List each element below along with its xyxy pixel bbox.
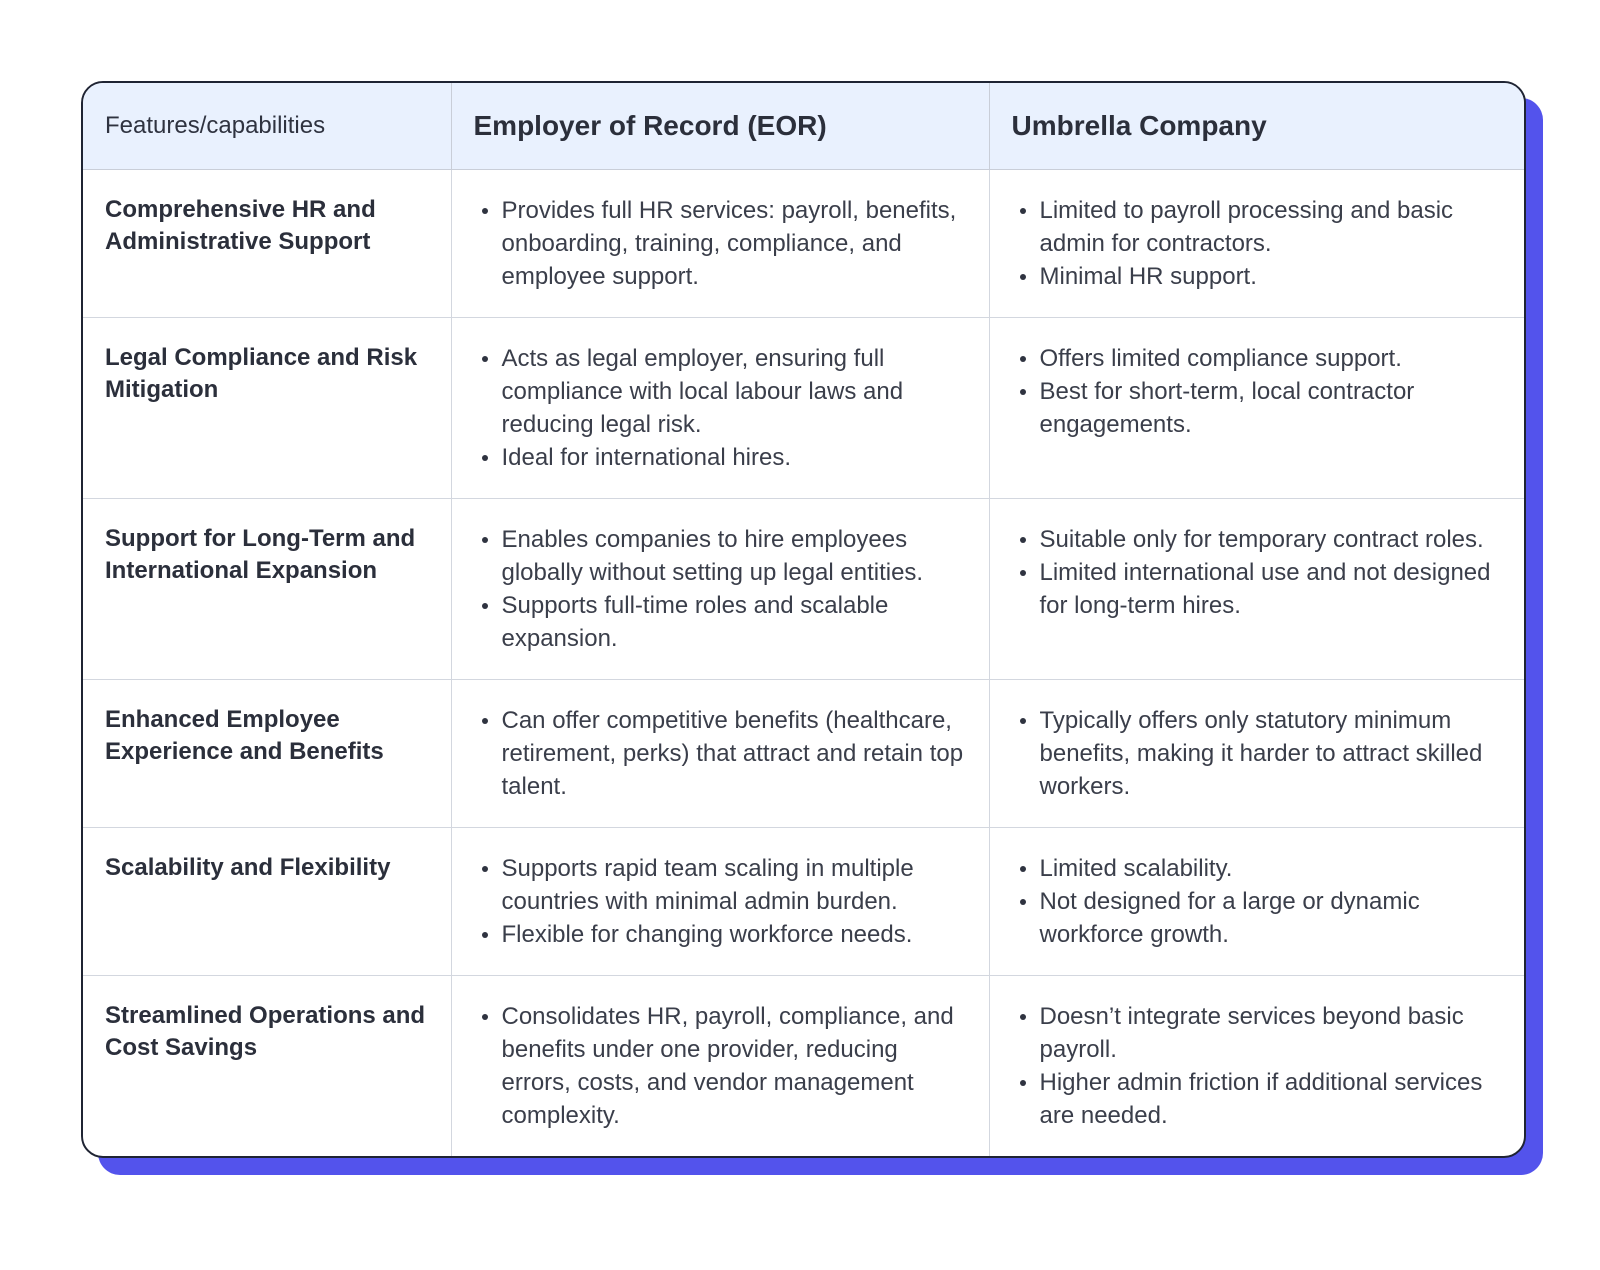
eor-bullet-list — [474, 704, 967, 803]
umbrella-bullet-list — [1012, 342, 1503, 441]
umbrella-cell — [989, 317, 1524, 498]
umbrella-cell — [989, 498, 1524, 679]
list-item: Ideal for international hires. — [502, 441, 967, 474]
list-item: Suitable only for temporary contract roles. — [1040, 523, 1503, 556]
list-item: Not designed for a large or dynamic workforce growth. — [1040, 885, 1503, 951]
list-item: Offers limited compliance support. — [1040, 342, 1503, 375]
eor-bullet-list — [474, 523, 967, 655]
list-item: Limited to payroll processing and basic admin for contractors. — [1040, 194, 1503, 260]
table-header-row — [83, 83, 1524, 169]
header-eor: Employer of Record (EOR) — [451, 83, 989, 169]
list-item: Can offer competitive benefits (healthcare, retirement, perks) that attract and retain top talent. — [502, 704, 967, 803]
eor-bullet-list — [474, 342, 967, 474]
umbrella-cell — [989, 975, 1524, 1156]
table-body — [83, 169, 1524, 1156]
table-row — [83, 975, 1524, 1156]
eor-cell — [451, 975, 989, 1156]
eor-cell — [451, 498, 989, 679]
list-item: Best for short-term, local contractor engagements. — [1040, 375, 1503, 441]
list-item: Acts as legal employer, ensuring full compliance with local labour laws and reducing legal risk. — [502, 342, 967, 441]
eor-cell — [451, 827, 989, 975]
comparison-card — [81, 81, 1526, 1158]
table-row — [83, 317, 1524, 498]
feature-cell: Enhanced Employee Experience and Benefits — [83, 679, 451, 827]
list-item: Enables companies to hire employees globally without setting up legal entities. — [502, 523, 967, 589]
umbrella-cell — [989, 679, 1524, 827]
list-item: Typically offers only statutory minimum benefits, making it harder to attract skilled workers. — [1040, 704, 1503, 803]
feature-cell: Comprehensive HR and Administrative Support — [83, 169, 451, 317]
feature-cell: Scalability and Flexibility — [83, 827, 451, 975]
list-item: Higher admin friction if additional services are needed. — [1040, 1066, 1503, 1132]
eor-bullet-list — [474, 1000, 967, 1132]
list-item: Provides full HR services: payroll, benefits, onboarding, training, compliance, and employee support. — [502, 194, 967, 293]
umbrella-bullet-list — [1012, 523, 1503, 622]
header-umbrella: Umbrella Company — [989, 83, 1524, 169]
eor-bullet-list — [474, 194, 967, 293]
list-item: Consolidates HR, payroll, compliance, and benefits under one provider, reducing errors, costs, and vendor management complexity. — [502, 1000, 967, 1132]
umbrella-bullet-list — [1012, 852, 1503, 951]
comparison-table-container — [81, 81, 1526, 1158]
list-item: Doesn’t integrate services beyond basic payroll. — [1040, 1000, 1503, 1066]
umbrella-bullet-list — [1012, 704, 1503, 803]
umbrella-bullet-list — [1012, 194, 1503, 293]
table-row — [83, 169, 1524, 317]
list-item: Minimal HR support. — [1040, 260, 1503, 293]
list-item: Supports full-time roles and scalable expansion. — [502, 589, 967, 655]
umbrella-cell — [989, 827, 1524, 975]
table-row — [83, 679, 1524, 827]
eor-cell — [451, 317, 989, 498]
feature-cell: Legal Compliance and Risk Mitigation — [83, 317, 451, 498]
eor-bullet-list — [474, 852, 967, 951]
list-item: Limited international use and not designed for long-term hires. — [1040, 556, 1503, 622]
table-row — [83, 498, 1524, 679]
umbrella-bullet-list — [1012, 1000, 1503, 1132]
list-item: Flexible for changing workforce needs. — [502, 918, 967, 951]
feature-cell: Support for Long-Term and International Expansion — [83, 498, 451, 679]
umbrella-cell — [989, 169, 1524, 317]
eor-cell — [451, 679, 989, 827]
feature-cell: Streamlined Operations and Cost Savings — [83, 975, 451, 1156]
header-features: Features/capabilities — [83, 83, 451, 169]
comparison-table — [83, 83, 1524, 1156]
list-item: Limited scalability. — [1040, 852, 1503, 885]
list-item: Supports rapid team scaling in multiple countries with minimal admin burden. — [502, 852, 967, 918]
table-row — [83, 827, 1524, 975]
eor-cell — [451, 169, 989, 317]
